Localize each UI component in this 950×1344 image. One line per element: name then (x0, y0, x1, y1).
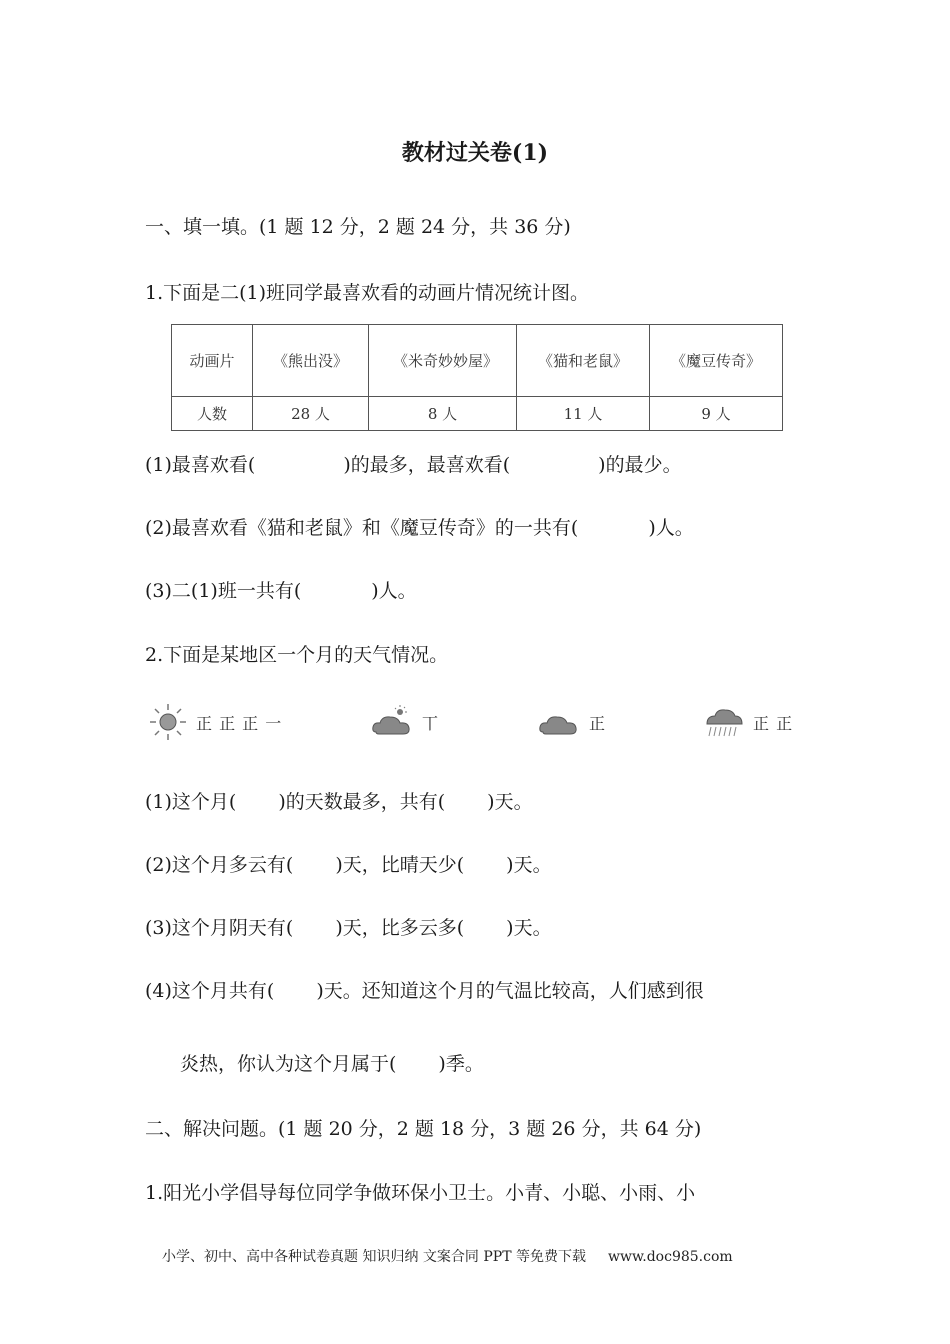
q2-part1: (1)这个月( )的天数最多，共有( )天。 (145, 791, 533, 813)
q2-intro: 2.下面是某地区一个月的天气情况。 (145, 644, 449, 666)
q1-part2: (2)最喜欢看《猫和老鼠》和《魔豆传奇》的一共有( )人。 (145, 517, 694, 539)
sun-icon (148, 702, 188, 742)
footer (162, 1246, 733, 1266)
q2-part4-continued: 炎热，你认为这个月属于( )季。 (180, 1053, 484, 1075)
tally-partly-cloudy: 丅 (422, 713, 440, 733)
table-cell: 《魔豆传奇》 (650, 325, 783, 397)
tally-sunny: 正 正 正 一 (196, 713, 283, 733)
section-2-heading: 二、解决问题。(1 题 20 分，2 题 18 分，3 题 26 分，共 64 分) (145, 1118, 702, 1140)
table-cell: 《猫和老鼠》 (517, 325, 650, 397)
q1-part3: (3)二(1)班一共有( )人。 (145, 580, 417, 602)
table-row (172, 325, 783, 397)
weather-sunny (148, 700, 282, 744)
table-cell: 《熊出没》 (253, 325, 369, 397)
table-cell: 28 人 (253, 397, 369, 431)
page-title: 教材过关卷(1) (401, 140, 549, 166)
section-2-q1: 1.阳光小学倡导每位同学争做环保小卫士。小青、小聪、小雨、小 (145, 1182, 696, 1204)
weather-partly-cloudy (370, 700, 439, 744)
table-row (172, 397, 783, 431)
table-header-cell: 动画片 (172, 325, 253, 397)
q1-intro: 1.下面是二(1)班同学最喜欢看的动画片情况统计图。 (145, 282, 590, 304)
table-header-cell: 人数 (172, 397, 253, 431)
partly-cloudy-icon (370, 702, 414, 742)
footer-text: 小学、初中、高中各种试卷真题 知识归纳 文案合同 PPT 等免费下载 (162, 1249, 586, 1265)
q2-part3: (3)这个月阴天有( )天，比多云多( )天。 (145, 917, 552, 939)
table-cell: 《米奇妙妙屋》 (369, 325, 517, 397)
section-1-heading: 一、填一填。(1 题 12 分，2 题 24 分，共 36 分) (145, 216, 571, 238)
q2-part4: (4)这个月共有( )天。还知道这个月的气温比较高，人们感到很 (145, 980, 704, 1002)
tally-rainy: 正 正 (753, 713, 794, 733)
q2-part2: (2)这个月多云有( )天，比晴天少( )天。 (145, 854, 552, 876)
table-cell: 11 人 (517, 397, 650, 431)
cloud-icon (537, 702, 581, 742)
q1-part1: (1)最喜欢看( )的最多，最喜欢看( )的最少。 (145, 454, 682, 476)
table-cell: 9 人 (650, 397, 783, 431)
tally-cloudy: 正 (589, 713, 607, 733)
stats-table (171, 324, 783, 431)
table-cell: 8 人 (369, 397, 517, 431)
weather-rainy (703, 700, 793, 744)
weather-cloudy (537, 700, 606, 744)
rain-icon (703, 702, 745, 742)
footer-url[interactable]: www.doc985.com (607, 1249, 733, 1265)
